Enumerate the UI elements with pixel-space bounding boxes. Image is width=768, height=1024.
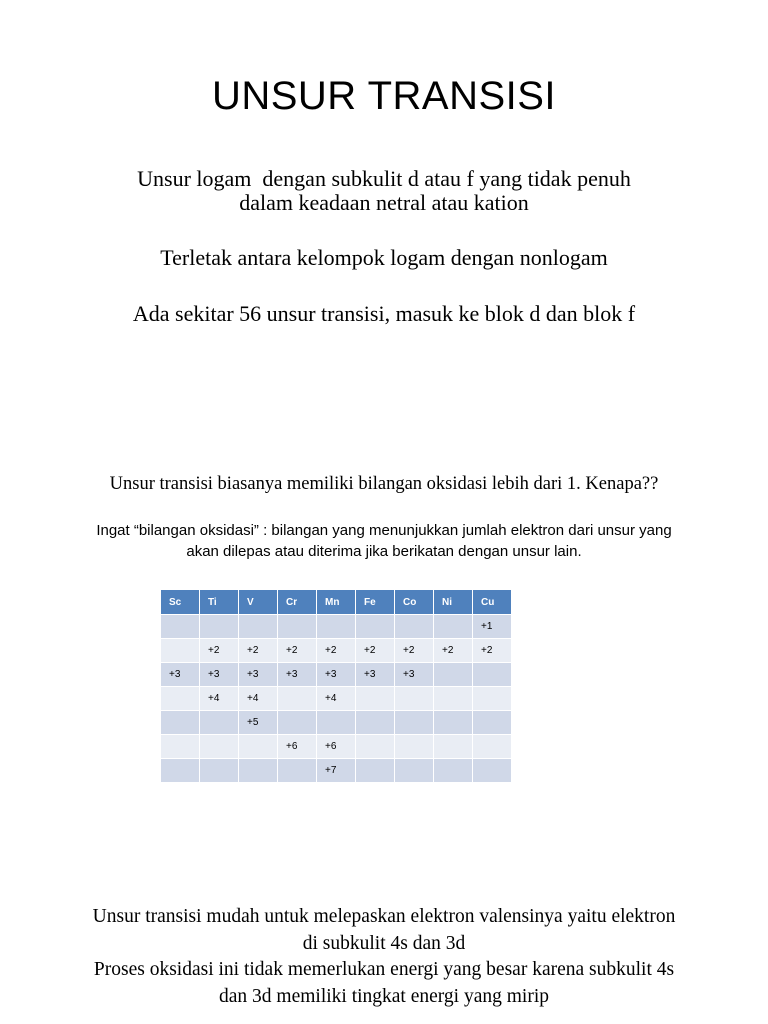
table-cell xyxy=(395,711,434,735)
table-cell xyxy=(356,759,395,783)
definition-line-2: dalam keadaan netral atau kation xyxy=(239,190,529,215)
table-cell xyxy=(161,687,200,711)
table-cell: +2 xyxy=(395,639,434,663)
table-cell xyxy=(434,759,473,783)
table-cell: +3 xyxy=(161,663,200,687)
table-cell xyxy=(434,687,473,711)
table-cell: +3 xyxy=(356,663,395,687)
table-cell: +2 xyxy=(434,639,473,663)
table-row xyxy=(161,759,512,783)
oxidation-state-table xyxy=(160,589,512,783)
table-cell xyxy=(395,759,434,783)
table-cell: +5 xyxy=(239,711,278,735)
definition-line-1: Unsur logam dengan subkulit d atau f yang tidak penuh xyxy=(137,166,631,191)
table-cell xyxy=(473,711,512,735)
table-cell xyxy=(278,711,317,735)
table-cell xyxy=(278,615,317,639)
table-cell: +4 xyxy=(200,687,239,711)
table-cell: +1 xyxy=(473,615,512,639)
table-header-row xyxy=(161,590,512,615)
table-cell xyxy=(278,759,317,783)
table-cell xyxy=(161,735,200,759)
table-cell xyxy=(161,615,200,639)
explanation-line-1: Unsur transisi mudah untuk melepaskan elektron valensinya yaitu elektron xyxy=(92,906,676,927)
location-text: Terletak antara kelompok logam dengan nonlogam xyxy=(160,245,608,270)
table-cell xyxy=(200,615,239,639)
header-cell: Fe xyxy=(356,590,395,615)
table-row xyxy=(161,711,512,735)
header-cell: Cu xyxy=(473,590,512,615)
table-cell: +2 xyxy=(356,639,395,663)
table-cell xyxy=(473,687,512,711)
note-line-1: Ingat “bilangan oksidasi” : bilangan yang menunjukkan jumlah elektron dari unsur yang xyxy=(96,522,672,539)
table-cell: +2 xyxy=(278,639,317,663)
table-cell xyxy=(395,615,434,639)
table-cell xyxy=(434,615,473,639)
table-row xyxy=(161,639,512,663)
table-cell xyxy=(239,615,278,639)
definition-text xyxy=(0,167,768,215)
table-cell xyxy=(434,663,473,687)
table-cell: +2 xyxy=(317,639,356,663)
table-cell xyxy=(356,687,395,711)
table-cell xyxy=(161,711,200,735)
header-cell: Ti xyxy=(200,590,239,615)
table-cell: +2 xyxy=(239,639,278,663)
table-cell: +4 xyxy=(239,687,278,711)
table-cell: +4 xyxy=(317,687,356,711)
table-cell: +7 xyxy=(317,759,356,783)
table-cell xyxy=(200,711,239,735)
table-cell: +3 xyxy=(317,663,356,687)
header-cell: Sc xyxy=(161,590,200,615)
table-cell xyxy=(395,735,434,759)
table-cell xyxy=(161,759,200,783)
question-text: Unsur transisi biasanya memiliki bilangan oksidasi lebih dari 1. Kenapa?? xyxy=(109,474,659,494)
table-cell: +3 xyxy=(395,663,434,687)
table-cell xyxy=(434,735,473,759)
table-row xyxy=(161,735,512,759)
oxidation-note xyxy=(40,520,728,562)
table-cell xyxy=(434,711,473,735)
table-cell: +2 xyxy=(473,639,512,663)
slide-title: UNSUR TRANSISI xyxy=(211,74,557,118)
table-row xyxy=(161,615,512,639)
table-cell xyxy=(200,735,239,759)
table-cell xyxy=(473,735,512,759)
header-cell: Co xyxy=(395,590,434,615)
table-cell xyxy=(278,687,317,711)
table-row xyxy=(161,663,512,687)
table-cell xyxy=(317,615,356,639)
table-cell xyxy=(473,759,512,783)
table-cell: +6 xyxy=(278,735,317,759)
table-cell xyxy=(200,759,239,783)
table-cell xyxy=(161,639,200,663)
table-cell xyxy=(317,711,356,735)
header-cell: Cr xyxy=(278,590,317,615)
table-cell: +3 xyxy=(200,663,239,687)
table-cell xyxy=(356,735,395,759)
header-cell: Ni xyxy=(434,590,473,615)
header-cell: V xyxy=(239,590,278,615)
table-cell xyxy=(356,615,395,639)
table-cell xyxy=(239,759,278,783)
header-cell: Mn xyxy=(317,590,356,615)
explanation-line-2: di subkulit 4s dan 3d xyxy=(302,932,466,954)
table-cell: +6 xyxy=(317,735,356,759)
table-cell: +3 xyxy=(239,663,278,687)
note-line-2: akan dilepas atau diterima jika berikatan dengan unsur lain. xyxy=(186,543,582,560)
explanation-line-3: Proses oksidasi ini tidak memerlukan energi yang besar karena subkulit 4s xyxy=(93,959,675,980)
count-text: Ada sekitar 56 unsur transisi, masuk ke blok d dan blok f xyxy=(132,301,636,326)
table-row xyxy=(161,687,512,711)
table-cell xyxy=(356,711,395,735)
table-cell: +2 xyxy=(200,639,239,663)
table-cell: +3 xyxy=(278,663,317,687)
table-cell xyxy=(239,735,278,759)
oxidation-explanation xyxy=(20,904,748,1010)
explanation-line-4: dan 3d memiliki tingkat energi yang mirip xyxy=(219,985,549,1007)
table-cell xyxy=(473,663,512,687)
table-cell xyxy=(395,687,434,711)
